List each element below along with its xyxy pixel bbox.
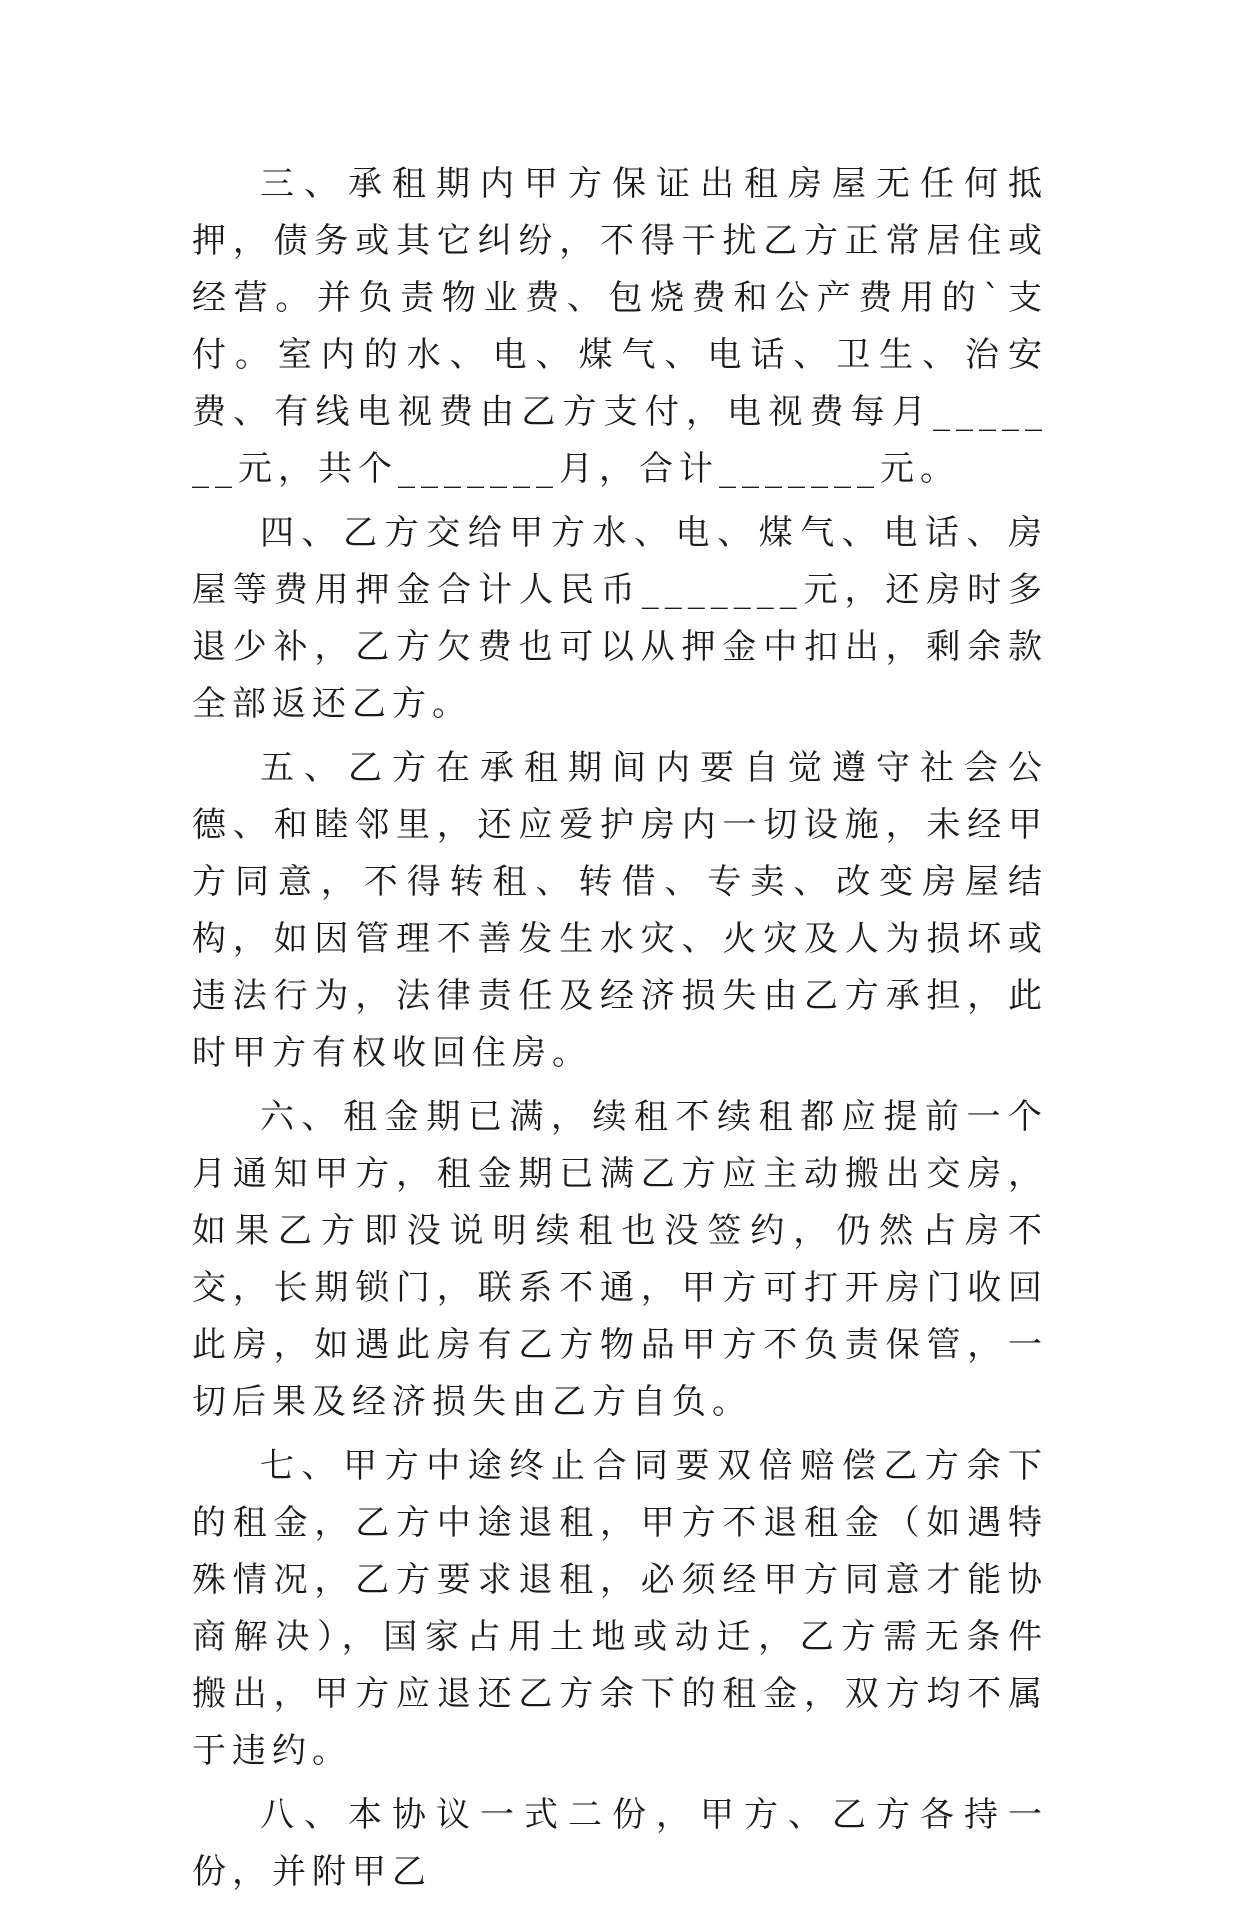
document-body	[192, 156, 1048, 1908]
clause-3-paragraph: 三、承租期内甲方保证出租房屋无任何抵押，债务或其它纠纷，不得干扰乙方正常居住或经营。并负责物业费、包烧费和公产费用的`支付。室内的水、电、煤气、电话、卫生、治安费、有线电视费由乙方支付，电视费每月_______元，共个_______月，合计_______元。	[192, 164, 1048, 489]
clause-6-paragraph: 六、租金期已满，续租不续租都应提前一个月通知甲方，租金期已满乙方应主动搬出交房，如果乙方即没说明续租也没签约，仍然占房不交，长期锁门，联系不通，甲方可打开房门收回此房，如遇此房有乙方物品甲方不负责保管，一切后果及经济损失由乙方自负。	[192, 1097, 1048, 1422]
clause-4-paragraph: 四、乙方交给甲方水、电、煤气、电话、房屋等费用押金合计人民币_______元，还房时多退少补，乙方欠费也可以从押金中扣出，剩余款全部返还乙方。	[192, 513, 1048, 724]
clause-7-paragraph: 七、甲方中途终止合同要双倍赔偿乙方余下的租金，乙方中途退租，甲方不退租金（如遇特殊情况，乙方要求退租，必须经甲方同意才能协商解决），国家占用土地或动迁，乙方需无条件搬出，甲方应退还乙方余下的租金，双方均不属于违约。	[192, 1446, 1048, 1771]
clause-5-paragraph: 五、乙方在承租期间内要自觉遵守社会公德、和睦邻里，还应爱护房内一切设施，未经甲方同意，不得转租、转借、专卖、改变房屋结构，如因管理不善发生水灾、火灾及人为损坏或违法行为，法律责任及经济损失由乙方承担，此时甲方有权收回住房。	[192, 748, 1048, 1073]
clause-8-paragraph: 八、本协议一式二份，甲方、乙方各持一份，并附甲乙	[192, 1795, 1048, 1892]
